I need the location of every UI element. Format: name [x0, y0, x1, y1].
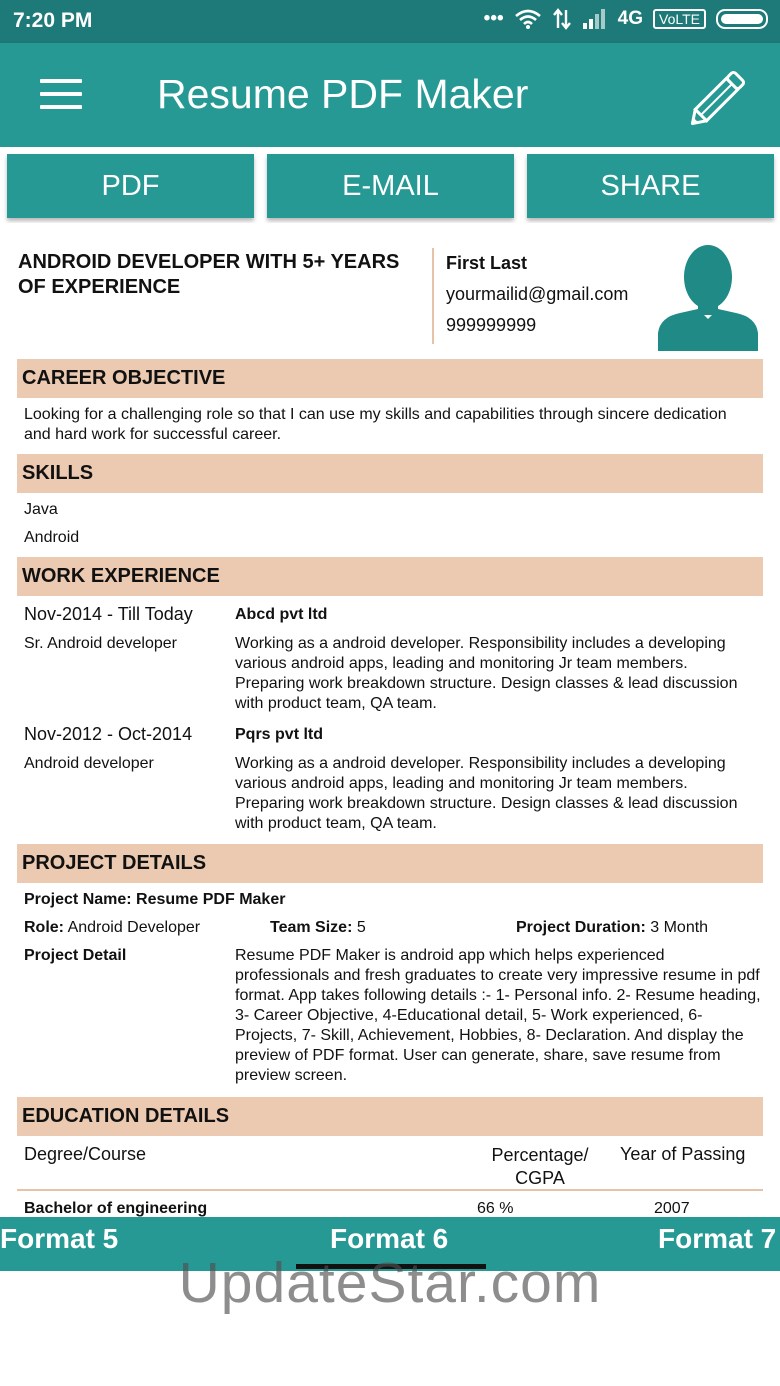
format-5-tab[interactable]: Format 5 [0, 1223, 119, 1254]
battery-icon [716, 9, 768, 29]
career-objective-header: CAREER OBJECTIVE [17, 359, 763, 398]
team-size-label: Team Size: [270, 919, 353, 936]
job-company: Pqrs pvt ltd [235, 726, 324, 743]
job-description: Working as a android developer. Responsibility includes a developing various android apps, leading and monitoring Jr team members. Preparing work breakdown structure. Design classes & lead discussion with product team, QA team. [235, 755, 738, 832]
project-duration-row [516, 918, 708, 938]
project-detail-text: Resume PDF Maker is android app which helps experienced professionals and fresh graduates to create very impressive resume in pdf format. App takes following details :- 1- Personal info. 2- Resume heading, 3- Career Objective, 4-Educational detail, 5- Work experienced, 6- Projects, 7- Skill, Achievement, Hobbies, 8- Declaration. And display the preview of PDF format. User can generate, share, save resume from preview screen. [235, 947, 761, 1084]
edu-col-degree: Degree/Course [24, 1144, 147, 1164]
contact-divider [432, 248, 434, 344]
project-duration-label: Project Duration: [516, 919, 646, 936]
contact-phone: 999999999 [446, 315, 537, 335]
job-company: Abcd pvt ltd [235, 606, 328, 623]
action-bar [0, 147, 780, 223]
project-role-label: Role: [24, 919, 64, 936]
edu-col-year: Year of Passing [620, 1144, 746, 1164]
project-details-header: PROJECT DETAILS [17, 844, 763, 883]
watermark: UpdateStar.com [178, 1251, 602, 1315]
app-bar [0, 43, 780, 147]
edu-header-divider [17, 1189, 763, 1191]
team-size-row [270, 918, 366, 938]
contact-name: First Last [446, 253, 528, 273]
edu-percent: 66 % [477, 1200, 514, 1217]
edu-col-percent: Percentage/ CGPA [491, 1145, 589, 1188]
network-type: 4G [617, 8, 643, 29]
job-period: Nov-2012 - Oct-2014 [24, 724, 193, 744]
resume-headline: ANDROID DEVELOPER WITH 5+ YEARS OF EXPERIENCE [18, 251, 400, 298]
education-details-header: EDUCATION DETAILS [17, 1097, 763, 1136]
status-icons [484, 8, 768, 30]
avatar-icon [658, 243, 758, 351]
skill-item: Java [24, 501, 58, 518]
data-arrows-icon [552, 8, 572, 30]
project-detail-label: Project Detail [24, 947, 127, 964]
job-role: Android developer [24, 755, 154, 772]
edit-pencil-icon[interactable] [685, 61, 755, 131]
project-name-label: Project Name: [24, 891, 132, 908]
format-7-tab[interactable]: Format 7 [658, 1223, 777, 1254]
status-time: 7:20 PM [13, 9, 93, 32]
pdf-button[interactable]: PDF [7, 154, 254, 218]
format-6-tab[interactable]: Format 6 [330, 1223, 449, 1254]
signal-icon [582, 8, 608, 30]
contact-email: yourmailid@gmail.com [446, 284, 629, 304]
menu-icon[interactable] [40, 79, 82, 109]
status-bar [0, 0, 780, 43]
skills-header: SKILLS [17, 454, 763, 493]
app-title: Resume PDF Maker [157, 71, 529, 117]
edu-year: 2007 [654, 1200, 690, 1217]
share-button[interactable]: SHARE [527, 154, 774, 218]
volte-badge: VoLTE [653, 9, 706, 29]
job-period: Nov-2014 - Till Today [24, 604, 193, 624]
career-objective-text: Looking for a challenging role so that I can use my skills and capabilities through sincere dedication and hard work for successful career. [24, 406, 727, 443]
email-button[interactable]: E-MAIL [267, 154, 514, 218]
resume-preview[interactable] [0, 223, 780, 1217]
project-role: Android Developer [67, 919, 201, 936]
project-role-row [24, 918, 200, 938]
edu-degree: Bachelor of engineering [24, 1200, 208, 1217]
job-description: Working as a android developer. Responsibility includes a developing various android apps, leading and monitoring Jr team members. Preparing work breakdown structure. Design classes & lead discussion with product team, QA team. [235, 635, 738, 712]
team-size: 5 [356, 919, 366, 936]
project-duration: 3 Month [650, 919, 709, 936]
work-experience-header: WORK EXPERIENCE [17, 557, 763, 596]
wifi-icon [514, 8, 542, 30]
more-dots-icon: ••• [483, 8, 504, 29]
skill-item: Android [24, 529, 80, 546]
contact-block [446, 253, 628, 346]
project-name-row [24, 890, 285, 910]
job-role: Sr. Android developer [24, 635, 177, 652]
project-name: Resume PDF Maker [136, 891, 286, 908]
